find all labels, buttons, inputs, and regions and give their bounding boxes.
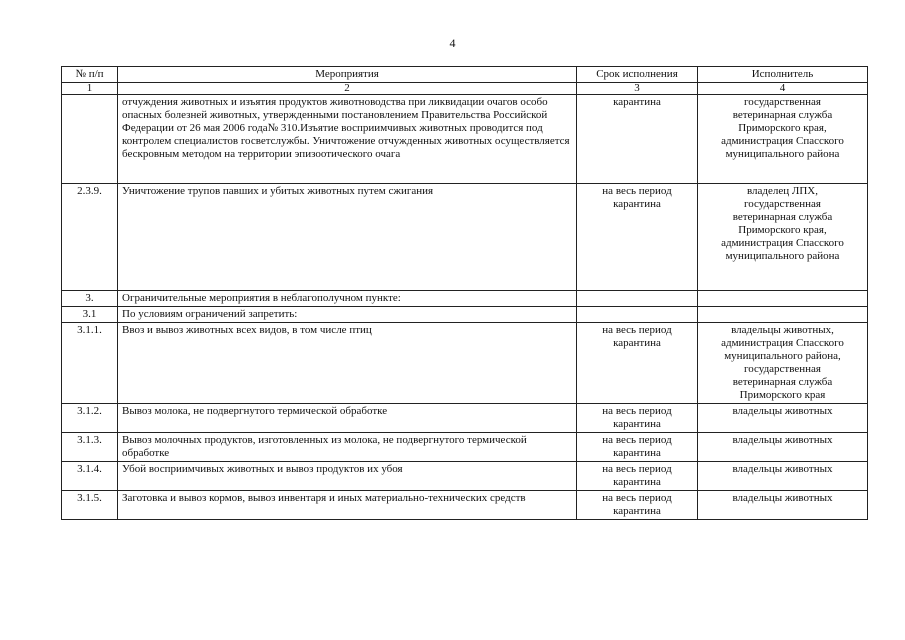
row-activity: По условиям ограничений запретить: [118, 307, 577, 323]
table-row [62, 95, 868, 184]
table-header-row [62, 67, 868, 83]
row-activity: Убой восприимчивых животных и вывоз продуктов их убоя [118, 462, 577, 491]
row-deadline: карантина [577, 95, 698, 184]
row-number: 3.1.3. [62, 433, 118, 462]
row-number: 3.1.5. [62, 491, 118, 520]
row-number: 3.1.1. [62, 323, 118, 404]
row-number: 3. [62, 291, 118, 307]
table-row [62, 462, 868, 491]
table-row [62, 184, 868, 291]
header-number: № п/п [62, 67, 118, 83]
column-number: 4 [698, 83, 868, 95]
measures-table [61, 66, 868, 520]
row-executor: владельцы животных, администрация Спасского муниципального района, государственная ветеринарная служба Приморского края [698, 323, 868, 404]
row-executor: владельцы животных [698, 433, 868, 462]
column-number: 2 [118, 83, 577, 95]
table-row [62, 291, 868, 307]
row-executor [698, 307, 868, 323]
header-activities: Мероприятия [118, 67, 577, 83]
row-executor: владельцы животных [698, 404, 868, 433]
row-deadline: на весь период карантина [577, 184, 698, 291]
row-number: 3.1.2. [62, 404, 118, 433]
section-heading: Ограничительные мероприятия в неблагополучном пункте: [118, 291, 577, 307]
row-activity: Уничтожение трупов павших и убитых животных путем сжигания [118, 184, 577, 291]
row-number [62, 95, 118, 184]
row-activity: Ввоз и вывоз животных всех видов, в том числе птиц [118, 323, 577, 404]
table-row [62, 433, 868, 462]
row-activity: Вывоз молока, не подвергнутого термической обработке [118, 404, 577, 433]
table-row [62, 323, 868, 404]
row-executor: государственная ветеринарная служба Приморского края, администрация Спасского муниципального района [698, 95, 868, 184]
row-deadline [577, 307, 698, 323]
header-deadline: Срок исполнения [577, 67, 698, 83]
row-activity: отчуждения животных и изъятия продуктов животноводства при ликвидации очагов особо опасных болезней животных, утвержденными постановлением Правительства Российской Федерации от 26 мая 2006 года№ 310.Изъятие восприимчивых животных проводится под контролем специалистов госветслужбы. Уничтожение отчужденных животных осуществляется бескровным методом на территории эпизоотического очага [118, 95, 577, 184]
row-executor [698, 291, 868, 307]
row-deadline: на весь период карантина [577, 462, 698, 491]
row-deadline: на весь период карантина [577, 323, 698, 404]
row-activity: Вывоз молочных продуктов, изготовленных из молока, не подвергнутого термической обработке [118, 433, 577, 462]
page-number: 4 [449, 36, 456, 50]
row-deadline: на весь период карантина [577, 491, 698, 520]
column-number: 1 [62, 83, 118, 95]
row-executor: владельцы животных [698, 491, 868, 520]
row-executor: владельцы животных [698, 462, 868, 491]
row-number: 3.1.4. [62, 462, 118, 491]
row-deadline: на весь период карантина [577, 404, 698, 433]
row-number: 2.3.9. [62, 184, 118, 291]
table-row [62, 404, 868, 433]
row-executor: владелец ЛПХ, государственная ветеринарная служба Приморского края, администрация Спасского муниципального района [698, 184, 868, 291]
column-number-row [62, 83, 868, 95]
row-deadline: на весь период карантина [577, 433, 698, 462]
table-row [62, 307, 868, 323]
header-executor: Исполнитель [698, 67, 868, 83]
row-number: 3.1 [62, 307, 118, 323]
row-deadline [577, 291, 698, 307]
row-activity: Заготовка и вывоз кормов, вывоз инвентаря и иных материально-технических средств [118, 491, 577, 520]
column-number: 3 [577, 83, 698, 95]
table-row [62, 491, 868, 520]
